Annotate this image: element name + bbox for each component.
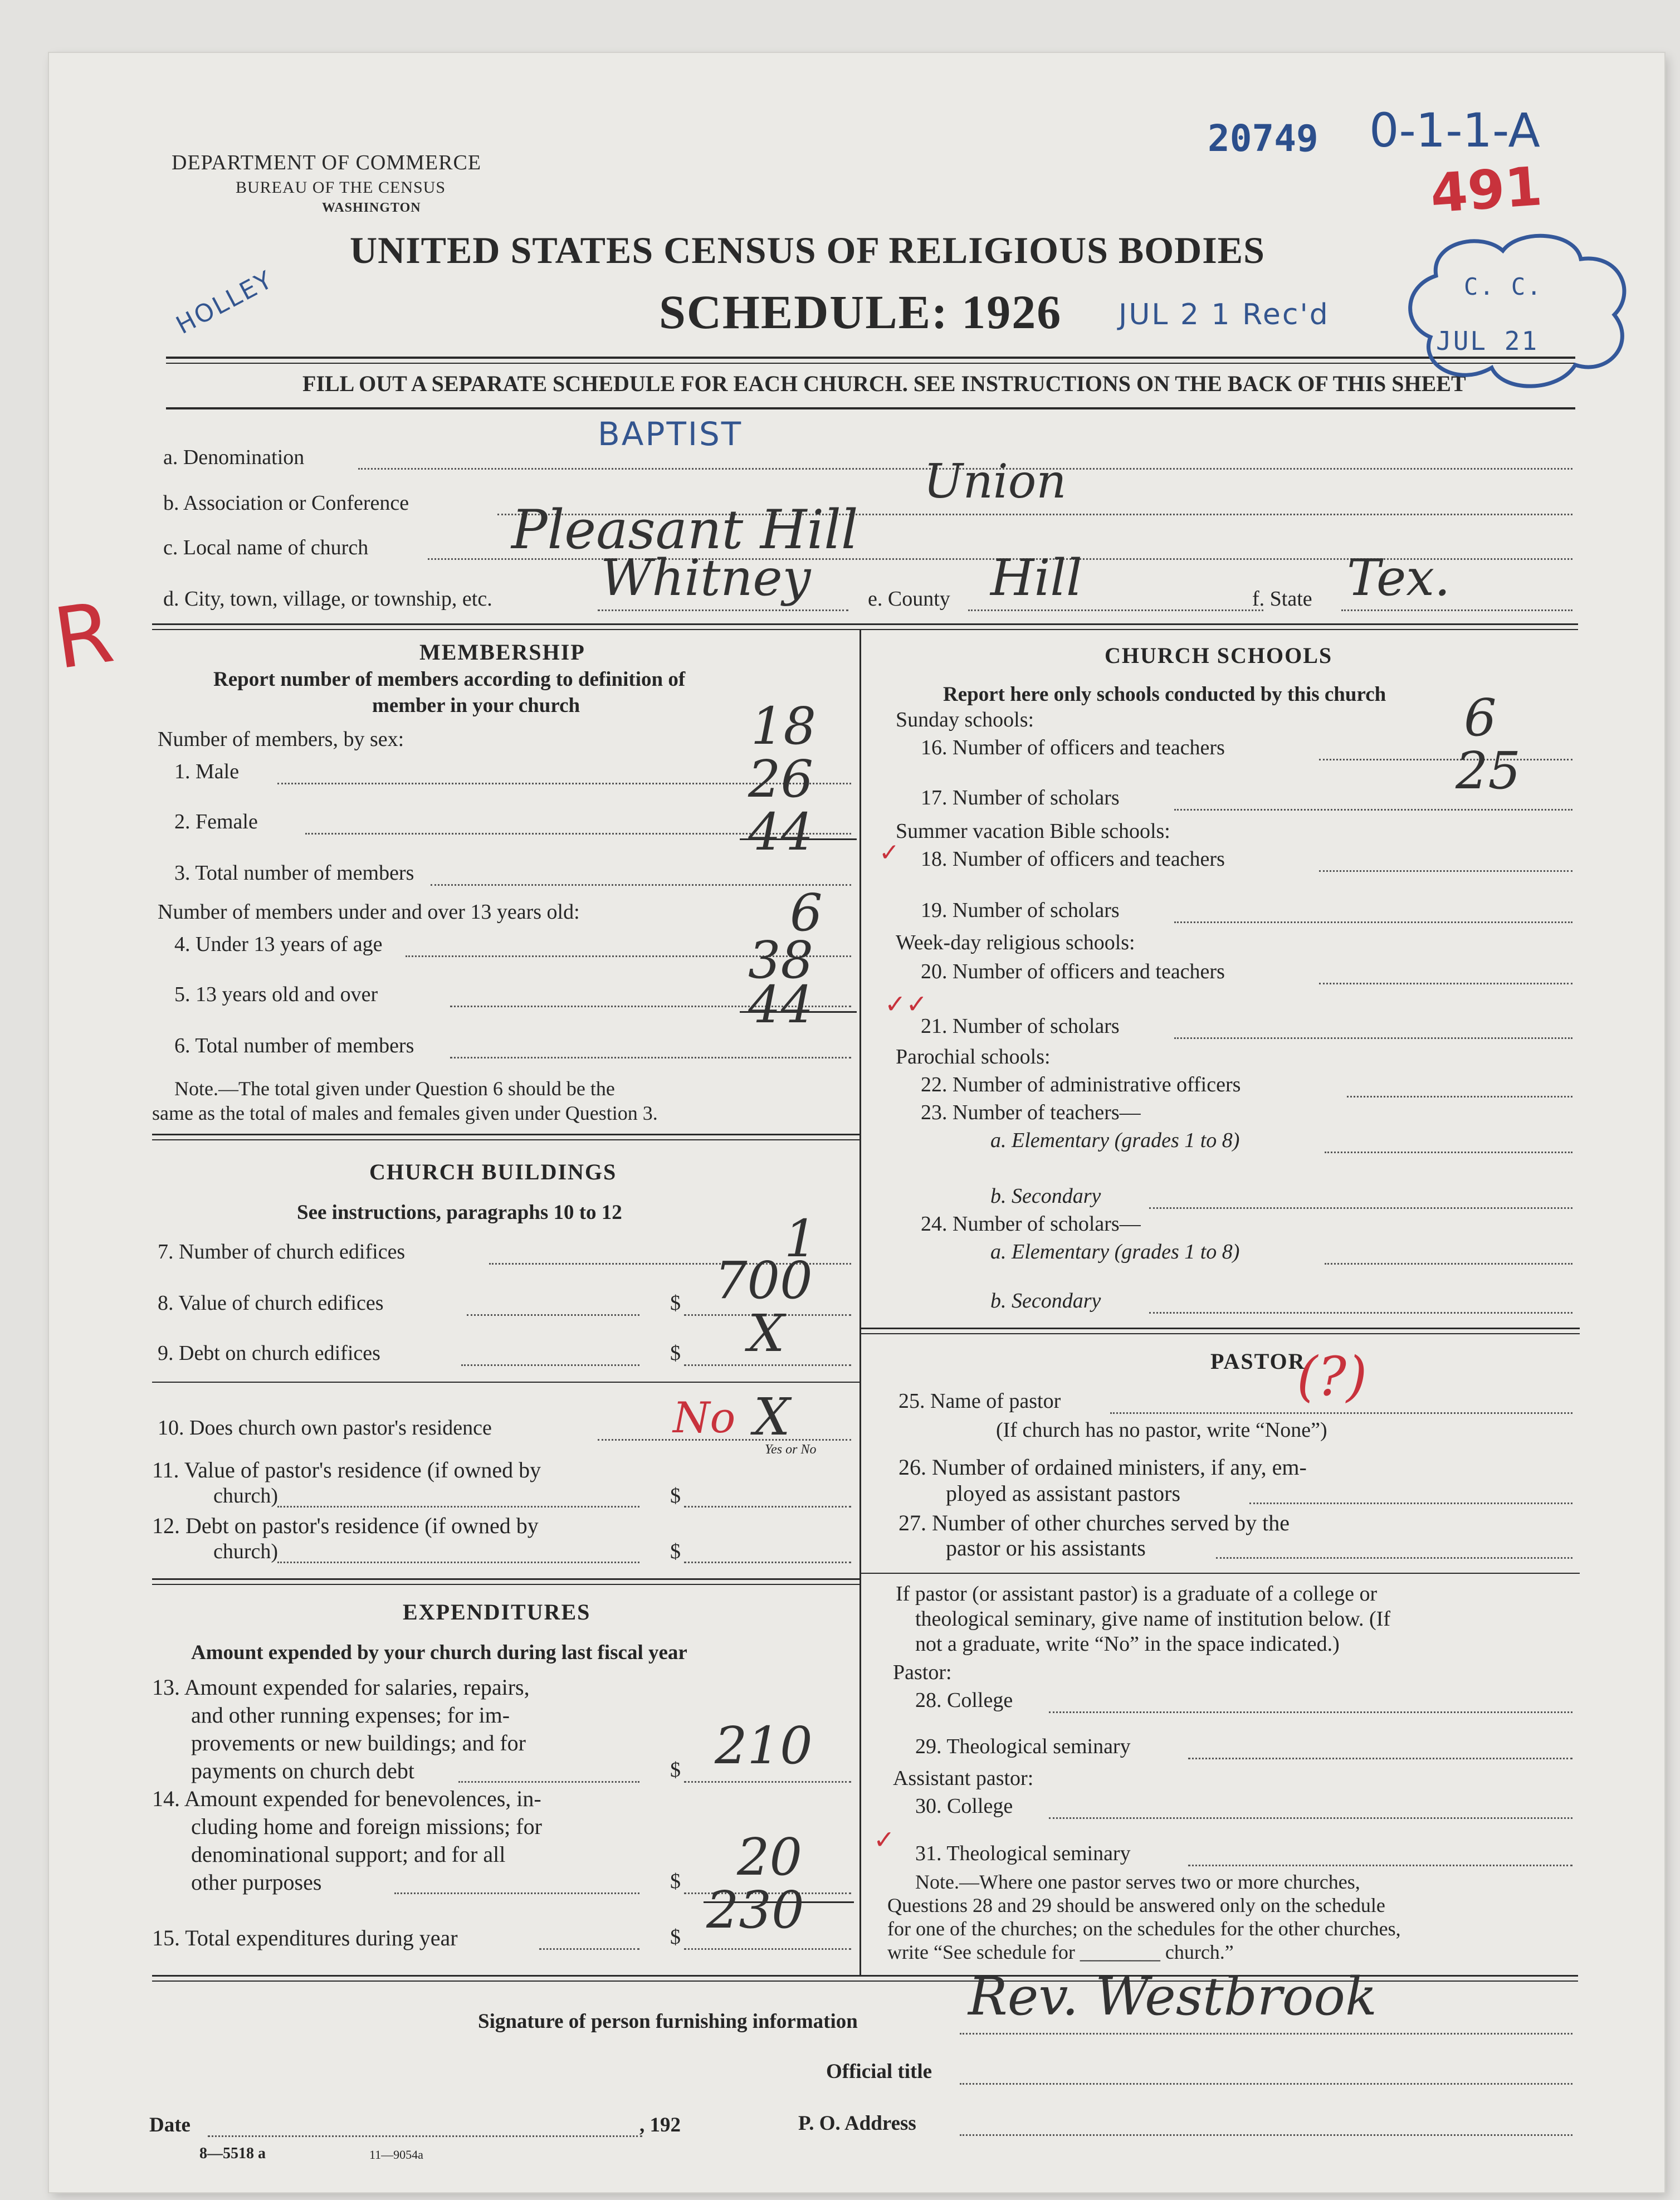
q8-dollar: $: [670, 1291, 681, 1315]
date-line[interactable]: [208, 2135, 642, 2137]
q29-line[interactable]: [1188, 1758, 1572, 1759]
q4-value[interactable]: 6: [790, 883, 823, 943]
q1-label: 1. Male: [174, 760, 240, 783]
column-divider: [859, 630, 861, 1975]
q8-value[interactable]: 700: [715, 1251, 813, 1310]
received-date-stamp: JUL 2 1 Rec'd: [1119, 298, 1330, 331]
q14-dollar: $: [670, 1870, 681, 1893]
q19-label: 19. Number of scholars: [921, 899, 1120, 922]
signature-value[interactable]: Rev. Westbrook: [968, 1967, 1377, 2027]
membership-heading: MEMBERSHIP: [419, 640, 585, 665]
q21-line[interactable]: [1174, 1037, 1572, 1039]
official-title-label: Official title: [826, 2060, 932, 2083]
city-value[interactable]: Whitney: [600, 549, 811, 607]
q25-label: 25. Name of pastor: [898, 1389, 1061, 1413]
q23-label: 23. Number of teachers—: [921, 1101, 1141, 1124]
q12-line[interactable]: [277, 1562, 639, 1563]
local-name-label: c. Local name of church: [163, 536, 369, 559]
q9-label: 9. Debt on church edifices: [158, 1342, 380, 1365]
q11-dollar: $: [670, 1484, 681, 1508]
county-value[interactable]: Hill: [990, 549, 1082, 607]
buildings-sub: See instructions, paragraphs 10 to 12: [297, 1201, 622, 1224]
q21-checkmark: ✓✓: [885, 989, 928, 1019]
q13-label-b: and other running expenses; for im-: [191, 1703, 510, 1728]
yes-no-caption: Yes or No: [765, 1442, 817, 1457]
q15-label: 15. Total expenditures during year: [152, 1925, 458, 1950]
q15-line[interactable]: [539, 1948, 639, 1950]
q9-line[interactable]: [461, 1364, 639, 1366]
membership-note1: Note.—The total given under Question 6 should be the: [174, 1077, 615, 1100]
q27-line[interactable]: [1216, 1557, 1572, 1559]
q14-label-d: other purposes: [191, 1870, 322, 1895]
q17-value[interactable]: 25: [1456, 741, 1521, 801]
q19-line[interactable]: [1174, 921, 1572, 923]
denomination-label: a. Denomination: [163, 446, 305, 469]
pastor-grad-label: Pastor:: [893, 1661, 952, 1684]
q20-label: 20. Number of officers and teachers: [921, 960, 1225, 983]
pastor-note-2: Questions 28 and 29 should be answered only on the schedule: [887, 1894, 1385, 1916]
q7-value[interactable]: 1: [784, 1209, 817, 1269]
q5-value[interactable]: 38: [748, 930, 814, 990]
bureau-name: BUREAU OF THE CENSUS: [236, 178, 446, 197]
q25-line[interactable]: [1110, 1412, 1572, 1414]
state-label: f. State: [1252, 587, 1312, 611]
q15-amount-line[interactable]: [684, 1948, 851, 1950]
q14-label-c: denominational support; and for all: [191, 1842, 506, 1867]
top-fields-rule: [152, 623, 1578, 625]
q24a-line[interactable]: [1325, 1263, 1572, 1265]
membership-sub1: Report number of members according to definition of: [213, 668, 686, 691]
q23b-line[interactable]: [1149, 1207, 1572, 1209]
pastor-note-1: Note.—Where one pastor serves two or more churches,: [915, 1871, 1360, 1893]
q8-label: 8. Value of church edifices: [158, 1291, 384, 1315]
q9-dollar: $: [670, 1342, 681, 1365]
buildings-rule2: [152, 1584, 859, 1585]
city-line[interactable]: [598, 609, 848, 611]
sunday-schools-label: Sunday schools:: [896, 708, 1034, 731]
q23a-line[interactable]: [1325, 1152, 1572, 1153]
date-suffix: , 192: [639, 2114, 681, 2136]
q31-checkmark: ✓: [873, 1825, 895, 1855]
cc-cloud-stamp: [1397, 226, 1642, 393]
schools-rule2: [861, 1333, 1580, 1334]
q14-value[interactable]: 20: [737, 1827, 803, 1887]
q15-value[interactable]: 230: [706, 1880, 804, 1940]
q27-label-a: 27. Number of other churches served by the: [898, 1510, 1290, 1535]
dept-name: DEPARTMENT OF COMMERCE: [172, 151, 482, 174]
cc-stamp-line1: C. C.: [1464, 273, 1543, 300]
q22-label: 22. Number of administrative officers: [921, 1073, 1241, 1096]
q8-line[interactable]: [467, 1314, 639, 1316]
county-label: e. County: [868, 587, 950, 611]
schedule-title: SCHEDULE: 1926: [659, 285, 1062, 339]
summer-schools-label: Summer vacation Bible schools:: [896, 819, 1170, 843]
q16-label: 16. Number of officers and teachers: [921, 736, 1225, 759]
pastor-note-4: write “See schedule for ________ church.”: [887, 1941, 1234, 1963]
q24b-label: b. Secondary: [990, 1289, 1101, 1313]
q21-label: 21. Number of scholars: [921, 1014, 1120, 1038]
q26-label-b: ployed as assistant pastors: [946, 1481, 1181, 1506]
date-label: Date: [149, 2114, 191, 2136]
q31-label: 31. Theological seminary: [915, 1842, 1131, 1865]
q28-label: 28. College: [915, 1689, 1013, 1712]
q16-line[interactable]: [1319, 759, 1572, 760]
q13-dollar: $: [670, 1758, 681, 1782]
q3-label: 3. Total number of members: [174, 861, 414, 885]
q4-label: 4. Under 13 years of age: [174, 933, 383, 956]
q17-label: 17. Number of scholars: [921, 786, 1120, 809]
membership-rule2: [152, 1139, 859, 1140]
q26-line[interactable]: [1249, 1503, 1572, 1504]
q10-no-value[interactable]: No: [673, 1393, 736, 1442]
pastor-rule: [861, 1573, 1580, 1574]
q13-line[interactable]: [458, 1781, 639, 1783]
file-number-stamp: 20749: [1208, 117, 1318, 160]
q30-line[interactable]: [1049, 1817, 1572, 1819]
q9-amount-line[interactable]: [684, 1364, 851, 1366]
graduate-instr-2: theological seminary, give name of institution below. (If: [915, 1607, 1391, 1631]
classification-code: 0-1-1-A: [1369, 103, 1540, 158]
q23a-label: a. Elementary (grades 1 to 8): [990, 1129, 1240, 1152]
q6-line[interactable]: [450, 1057, 851, 1058]
q24b-line[interactable]: [1149, 1312, 1572, 1314]
q7-label: 7. Number of church edifices: [158, 1240, 406, 1264]
q9-value[interactable]: X: [748, 1304, 785, 1363]
q13-label-a: 13. Amount expended for salaries, repairs,: [152, 1675, 530, 1700]
q14-label-a: 14. Amount expended for benevolences, in-: [152, 1786, 541, 1811]
form-title: UNITED STATES CENSUS OF RELIGIOUS BODIES: [350, 229, 1265, 271]
q20-line[interactable]: [1319, 983, 1572, 984]
city-label: d. City, town, village, or township, etc.: [163, 587, 492, 611]
buildings-heading: CHURCH BUILDINGS: [369, 1159, 617, 1184]
q1-value[interactable]: 18: [751, 696, 817, 756]
q12-label-a: 12. Debt on pastor's residence (if owned by: [152, 1513, 539, 1538]
q3-value[interactable]: 44: [748, 802, 814, 862]
q10-value[interactable]: X: [754, 1387, 790, 1447]
q11-label-a: 11. Value of pastor's residence (if owned by: [152, 1457, 541, 1482]
q25-note: (If church has no pastor, write “None”): [996, 1418, 1327, 1442]
header-rule-bottom: [166, 407, 1575, 409]
q17-line[interactable]: [1174, 809, 1572, 811]
q14-line[interactable]: [394, 1892, 639, 1894]
cc-stamp-line2: JUL 21: [1436, 326, 1539, 356]
expenditures-heading: EXPENDITURES: [403, 1599, 591, 1625]
expenditures-sub: Amount expended by your church during last fiscal year: [191, 1641, 687, 1664]
q18-checkmark: ✓: [879, 838, 900, 867]
po-address-line[interactable]: [960, 2134, 1572, 2136]
q28-line[interactable]: [1049, 1711, 1572, 1713]
parochial-schools-label: Parochial schools:: [896, 1045, 1051, 1069]
top-fields-rule2: [152, 629, 1578, 630]
q12-amount-line[interactable]: [684, 1562, 851, 1563]
red-r-mark: R: [48, 584, 119, 689]
signature-label: Signature of person furnishing information: [478, 2010, 858, 2033]
q11-label-b: church): [213, 1484, 279, 1508]
county-line[interactable]: [968, 609, 1263, 611]
census-schedule-sheet: [49, 53, 1664, 2192]
q12-dollar: $: [670, 1540, 681, 1563]
q23b-label: b. Secondary: [990, 1184, 1101, 1208]
q6-label: 6. Total number of members: [174, 1034, 414, 1057]
schools-heading: CHURCH SCHOOLS: [1105, 643, 1333, 668]
holley-stamp: HOLLEY: [172, 265, 279, 340]
pastor-note-3: for one of the churches; on the schedules for the other churches,: [887, 1918, 1401, 1940]
state-value[interactable]: Tex.: [1347, 549, 1451, 607]
q22-line[interactable]: [1347, 1096, 1572, 1097]
q24-label: 24. Number of scholars—: [921, 1212, 1141, 1236]
local-name-value[interactable]: Pleasant Hill: [511, 499, 858, 561]
po-address-label: P. O. Address: [798, 2112, 916, 2135]
buildings-rule: [152, 1578, 859, 1580]
assistant-pastor-label: Assistant pastor:: [893, 1767, 1034, 1790]
q29-label: 29. Theological seminary: [915, 1735, 1131, 1758]
membership-rule: [152, 1134, 859, 1135]
form-number: 8—5518 a: [199, 2145, 266, 2162]
members-by-sex-label: Number of members, by sex:: [158, 728, 404, 751]
q13-amount-line[interactable]: [684, 1781, 851, 1783]
q2-label: 2. Female: [174, 810, 258, 833]
state-line[interactable]: [1341, 609, 1572, 611]
q5-label: 5. 13 years old and over: [174, 983, 378, 1006]
signature-line[interactable]: [960, 2033, 1572, 2035]
q27-label-b: pastor or his assistants: [946, 1535, 1146, 1560]
red-handwritten-number: 491: [1428, 155, 1545, 225]
q3-line[interactable]: [431, 884, 851, 886]
print-code: 11—9054a: [369, 2148, 423, 2162]
q30-label: 30. College: [915, 1794, 1013, 1818]
q31-line[interactable]: [1188, 1865, 1572, 1866]
official-title-line[interactable]: [960, 2083, 1572, 2085]
q18-label: 18. Number of officers and teachers: [921, 847, 1225, 871]
q18-line[interactable]: [1319, 870, 1572, 872]
q25-value[interactable]: (?): [1297, 1345, 1368, 1408]
q13-label-d: payments on church debt: [191, 1758, 414, 1783]
q6-value[interactable]: 44: [748, 975, 814, 1035]
pastor-heading: PASTOR: [1210, 1349, 1306, 1374]
q24a-label: a. Elementary (grades 1 to 8): [990, 1240, 1240, 1264]
membership-note2: same as the total of males and females given under Question 3.: [152, 1102, 658, 1124]
baptist-stamp: BAPTIST: [598, 415, 743, 453]
q13-value[interactable]: 210: [715, 1716, 813, 1775]
q14-label-b: cluding home and foreign missions; for: [191, 1814, 542, 1839]
q11-amount-line[interactable]: [684, 1506, 851, 1508]
association-value[interactable]: Union: [924, 454, 1067, 509]
q2-value[interactable]: 26: [748, 749, 814, 809]
q15-dollar: $: [670, 1925, 681, 1949]
q10-label: 10. Does church own pastor's residence: [158, 1416, 492, 1440]
header-rule-top: [166, 357, 1575, 359]
association-label: b. Association or Conference: [163, 491, 409, 515]
schools-rule: [861, 1328, 1580, 1329]
header-instruction: FILL OUT A SEPARATE SCHEDULE FOR EACH CHURCH. SEE INSTRUCTIONS ON THE BACK OF THIS SHEET: [302, 371, 1466, 396]
membership-sub2: member in your church: [372, 694, 580, 717]
header-rule-top2: [166, 363, 1575, 364]
q26-label-a: 26. Number of ordained ministers, if any, em-: [898, 1455, 1307, 1480]
graduate-instr-1: If pastor (or assistant pastor) is a graduate of a college or: [896, 1582, 1378, 1606]
q13-label-c: provements or new buildings; and for: [191, 1730, 526, 1755]
q16-value[interactable]: 6: [1464, 688, 1497, 748]
bureau-city: WASHINGTON: [322, 201, 421, 215]
q9-rule: [152, 1382, 859, 1383]
graduate-instr-3: not a graduate, write “No” in the space indicated.): [915, 1632, 1340, 1656]
members-by-age-label: Number of members under and over 13 years old:: [158, 900, 580, 924]
weekday-schools-label: Week-day religious schools:: [896, 931, 1135, 954]
schools-sub: Report here only schools conducted by this church: [943, 683, 1386, 706]
q11-line[interactable]: [277, 1506, 639, 1508]
q12-label-b: church): [213, 1540, 279, 1563]
